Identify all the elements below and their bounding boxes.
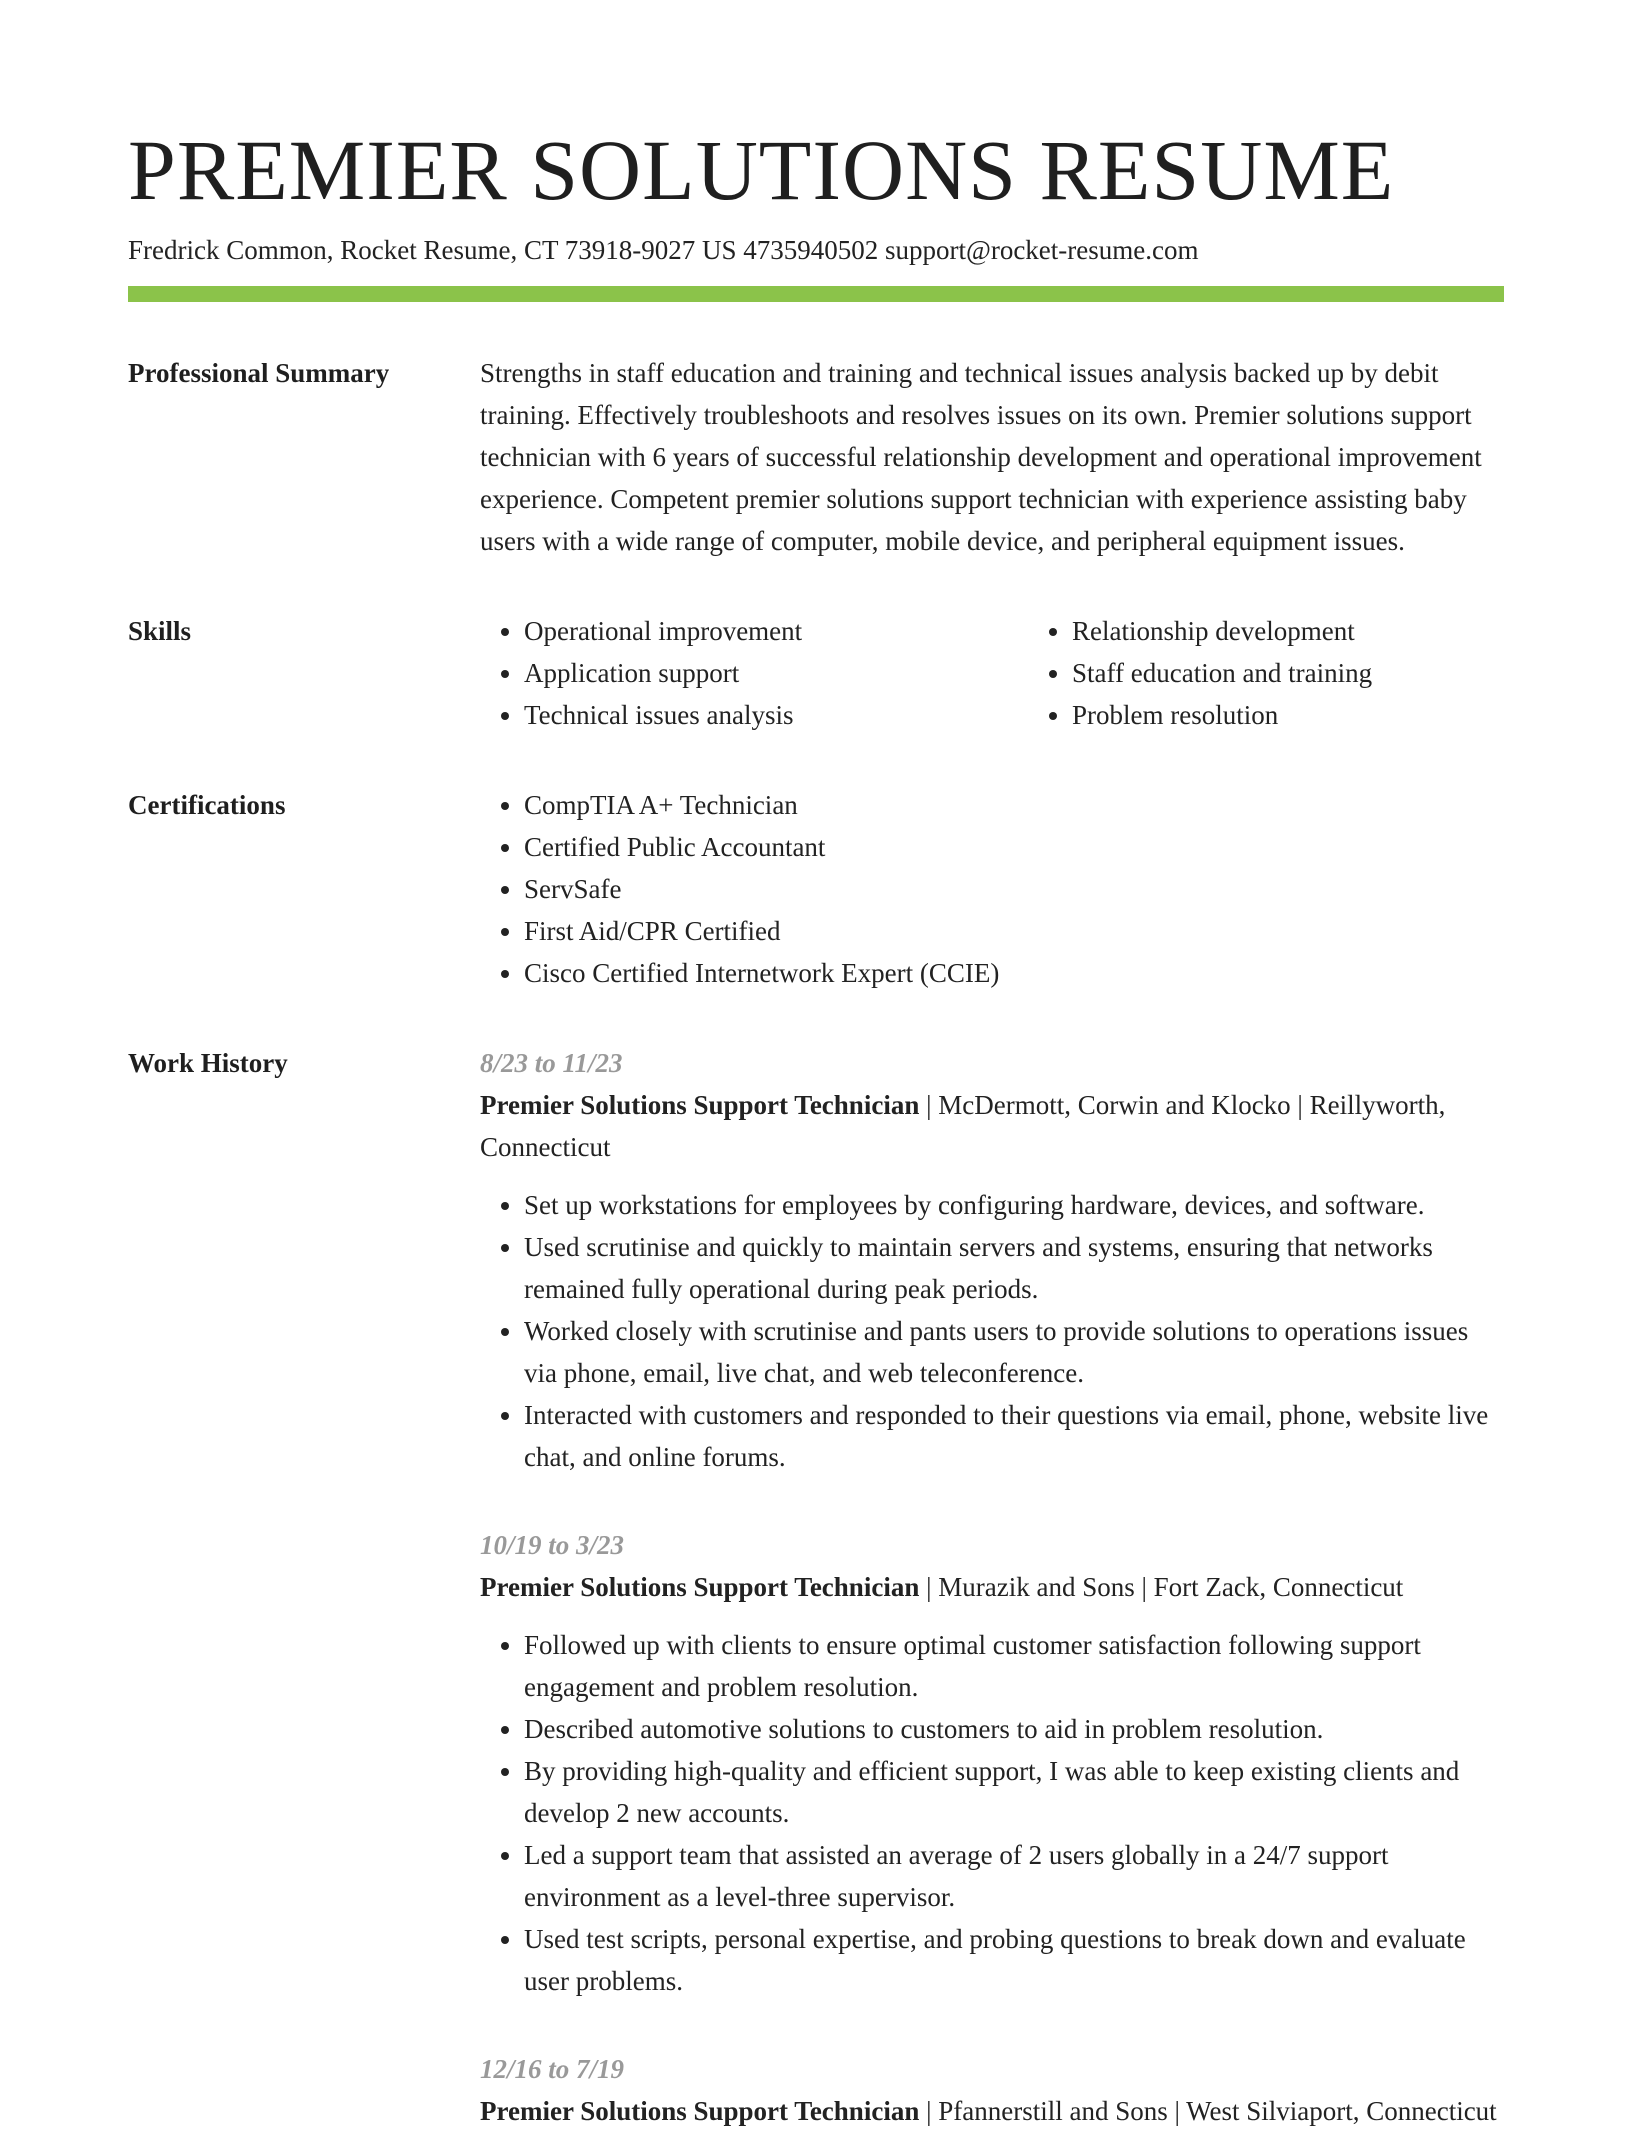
job-entry xyxy=(480,1042,1504,1478)
section-label-summary: Professional Summary xyxy=(128,358,390,388)
certification-item: • First Aid/CPR Certified xyxy=(524,910,1504,952)
job-heading xyxy=(480,2090,1504,2132)
job-bullets xyxy=(480,1184,1504,1478)
job-entry xyxy=(480,2048,1504,2132)
skill-item: • Relationship development xyxy=(1072,610,1576,652)
skill-item: • Problem resolution xyxy=(1072,694,1576,736)
job-dates: 10/19 to 3/23 xyxy=(480,1530,625,1560)
job-details: | McDermott, Corwin and Klocko | Reillyworth, Connecticut xyxy=(480,1090,1446,1162)
job-title: Premier Solutions Support Technician xyxy=(480,1090,920,1120)
certification-item: • Cisco Certified Internetwork Expert (CCIE) xyxy=(524,952,1504,994)
skill-item: • Operational improvement xyxy=(524,610,1028,652)
certifications-section xyxy=(128,784,1504,994)
job-bullet: • Used scrutinise and quickly to maintain servers and systems, ensuring that networks remained fully operational during peak periods. xyxy=(524,1226,1504,1310)
job-title: Premier Solutions Support Technician xyxy=(480,2096,920,2126)
certifications-list xyxy=(480,784,1504,994)
job-bullet: • Set up workstations for employees by configuring hardware, devices, and software. xyxy=(524,1184,1504,1226)
summary-text: Strengths in staff education and training and technical issues analysis backed up by debit training. Effectively troubleshoots and resolves issues on its own. Premier solutions support technician with 6 years of successful relationship development and operational improvement experience. Competent premier solutions support technician with experience assisting baby users with a wide range of computer, mobile device, and peripheral equipment issues. xyxy=(480,358,1482,556)
job-bullet: • Worked closely with scrutinise and pants users to provide solutions to operations issues via phone, email, live chat, and web teleconference. xyxy=(524,1310,1504,1394)
job-entry xyxy=(480,1524,1504,2002)
job-bullet: • By providing high-quality and efficient support, I was able to keep existing clients and develop 2 new accounts. xyxy=(524,1750,1504,1834)
skills-section xyxy=(128,610,1504,736)
skill-item: • Staff education and training xyxy=(1072,652,1576,694)
job-dates: 8/23 to 11/23 xyxy=(480,1048,623,1078)
job-bullet: • Followed up with clients to ensure optimal customer satisfaction following support engagement and problem resolution. xyxy=(524,1624,1504,1708)
job-title: Premier Solutions Support Technician xyxy=(480,1572,920,1602)
professional-summary-section xyxy=(128,352,1504,562)
job-details: | Murazik and Sons | Fort Zack, Connecticut xyxy=(919,1572,1404,1602)
job-bullet: • Led a support team that assisted an average of 2 users globally in a 24/7 support environment as a level-three supervisor. xyxy=(524,1834,1504,1918)
skill-item: • Application support xyxy=(524,652,1028,694)
skills-list-right xyxy=(1028,610,1576,736)
certification-item: • ServSafe xyxy=(524,868,1504,910)
job-bullet: • Interacted with customers and responded to their questions via email, phone, website live chat, and online forums. xyxy=(524,1394,1504,1478)
job-bullet: • Described automotive solutions to customers to aid in problem resolution. xyxy=(524,1708,1504,1750)
job-bullets xyxy=(480,1624,1504,2002)
section-label-skills: Skills xyxy=(128,616,192,646)
certification-item: • CompTIA A+ Technician xyxy=(524,784,1504,826)
job-heading xyxy=(480,1084,1504,1168)
contact-info: Fredrick Common, Rocket Resume, CT 73918-9027 US 4735940502 support@rocket-resume.com xyxy=(128,235,1199,265)
job-bullet: • Used test scripts, personal expertise, and probing questions to break down and evaluate user problems. xyxy=(524,1918,1504,2002)
section-label-certifications: Certifications xyxy=(128,790,286,820)
resume-title: PREMIER SOLUTIONS RESUME xyxy=(128,122,1395,218)
skill-item: • Technical issues analysis xyxy=(524,694,1028,736)
resume-page xyxy=(128,120,1504,2132)
job-details: | Pfannerstill and Sons | West Silviaport, Connecticut xyxy=(919,2096,1497,2126)
header-divider xyxy=(128,286,1504,302)
certification-item: • Certified Public Accountant xyxy=(524,826,1504,868)
job-heading xyxy=(480,1566,1504,1608)
job-dates: 12/16 to 7/19 xyxy=(480,2054,625,2084)
work-history-section xyxy=(128,1042,1504,2132)
section-label-work-history: Work History xyxy=(128,1048,288,1078)
skills-list-left xyxy=(480,610,1028,736)
